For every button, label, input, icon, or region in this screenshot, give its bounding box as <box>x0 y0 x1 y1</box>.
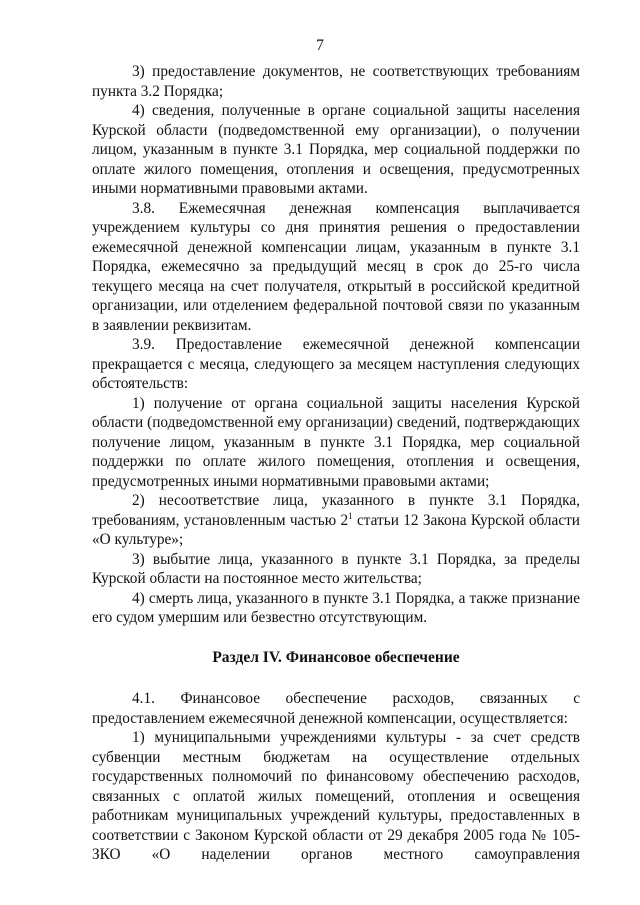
document-body <box>92 62 580 865</box>
section-heading: Раздел IV. Финансовое обеспечение <box>212 648 460 666</box>
superscript: 1 <box>348 510 353 521</box>
paragraph: 1) муниципальными учреждениями культуры - за счет средств субвенции местным бюджетам на осуществление отдельных государственных полномочий по финансовому обеспечению расходов, связанных с оплатой жилых помещений, отопления и освещения работникам муниципальных учреждений культуры, предоставленных в соответствии с Законом Курской области от 29 декабря 2005 года № 105-ЗКО «О наделении органов местного самоуправления <box>92 729 580 863</box>
paragraph: 3) выбытие лица, указанного в пункте 3.1 Порядка, за пределы Курской области на постоянное место жительства; <box>92 550 580 587</box>
paragraph: 3.8. Ежемесячная денежная компенсация выплачивается учреждением культуры со дня принятия решения о предоставлении ежемесячной денежной компенсации лицам, указанным в пункте 3.1 Порядка, ежемесячно за предыдущий месяц в срок до 25-го числа текущего месяца на счет получателя, открытый в российской кредитной организации, или отделением федеральной почтовой связи по указанным в заявлении реквизитам. <box>92 199 580 334</box>
paragraph: 3.9. Предоставление ежемесячной денежной компенсации прекращается с месяца, следующего за месяцем наступления следующих обстоятельств: <box>92 336 580 392</box>
paragraph: 4) сведения, полученные в органе социальной защиты населения Курской области (подведомственной ему организации), о получении лицом, указанным в пункте 3.1 Порядка, мер социальной поддержки по оплате жилого помещения, отопления и освещения, предусмотренных иными нормативными правовыми актами. <box>92 102 580 197</box>
paragraph-text: статьи 12 Закона Курской области «О культуре»; <box>92 511 580 548</box>
paragraph <box>92 491 580 550</box>
paragraph: 4) смерть лица, указанного в пункте 3.1 Порядка, а также признание его судом умершим или безвестно отсутствующим. <box>92 589 580 626</box>
paragraph: 3) предоставление документов, не соответствующих требованиям пункта 3.2 Порядка; <box>92 63 580 100</box>
paragraph-text: 2) несоответствие лица, указанного в пункте 3.1 Порядка, требованиям, установленным частью 2 <box>92 492 580 529</box>
page-number: 7 <box>316 37 324 54</box>
paragraph: 1) получение от органа социальной защиты населения Курской области (подведомственной ему организации) сведений, подтверждающих получение лицом, указанным в пункте 3.1 Порядка, мер социальной поддержки по оплате жилого помещения, отопления и освещения, предусмотренных иными нормативными правовыми актами; <box>92 394 580 490</box>
paragraph: 4.1. Финансовое обеспечение расходов, связанных с предоставлением ежемесячной денежной компенсации, осуществляется: <box>92 690 580 727</box>
